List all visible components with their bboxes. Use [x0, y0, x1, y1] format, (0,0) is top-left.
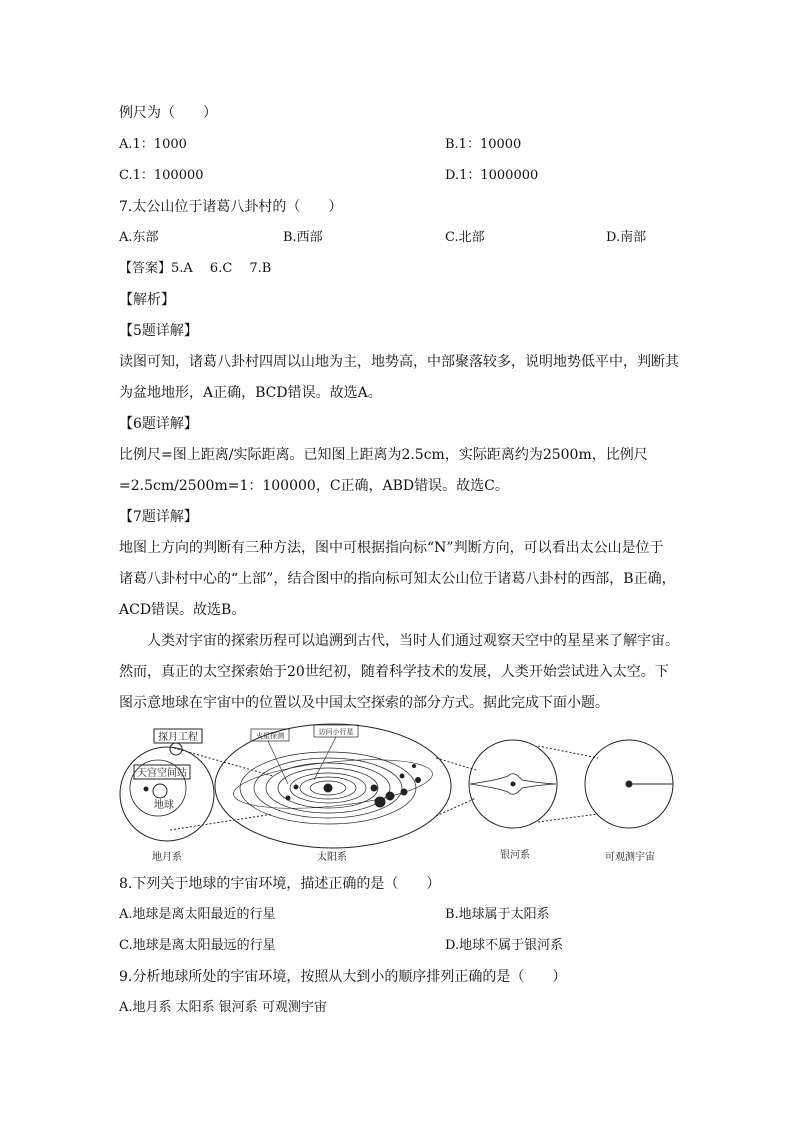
label-moon-project: 探月工程	[158, 732, 198, 743]
analysis-label: 【解析】	[119, 292, 175, 308]
q6-option-a: A.1：1000	[119, 137, 187, 152]
q8-stem: 8.下列关于地球的宇宙环境，描述正确的是（ ）	[119, 876, 441, 892]
sun	[324, 784, 332, 792]
label-mars-probe: 火星探测	[256, 732, 284, 740]
intro-line-1: 人类对宇宙的探索历程可以追溯到古代，当时人们通过观察天空中的星星来了解宇宙。	[119, 633, 679, 649]
q8-option-c: C.地球是离太阳最远的行星	[119, 938, 276, 953]
cosmic-environment-figure	[118, 718, 678, 866]
answer-line: 【答案】5.A 6.C 7.B	[119, 261, 272, 276]
q8-option-d: D.地球不属于银河系	[445, 938, 564, 953]
detail7-line-3: ACD错误。故选B。	[119, 602, 246, 618]
label-tiangong: 天宫空间站	[137, 768, 187, 779]
q6-option-c: C.1：100000	[119, 168, 204, 183]
q7-stem: 7.太公山位于诸葛八卦村的（ ）	[119, 199, 343, 215]
q6-option-d: D.1：1000000	[445, 168, 539, 183]
q8-option-b: B.地球属于太阳系	[445, 907, 550, 922]
intro-line-3: 图示意地球在宇宙中的位置以及中国太空探索的部分方式。据此完成下面小题。	[119, 695, 609, 711]
tiangong-dot	[144, 787, 148, 791]
q7-option-c: C.北部	[445, 230, 485, 245]
q9-option-a: A.地月系 太阳系 银河系 可观测宇宙	[119, 1000, 327, 1015]
detail6-title: 【6题详解】	[119, 416, 198, 432]
detail7-line-2: 诸葛八卦村中心的“上部”，结合图中的指向标可知太公山位于诸葛八卦村的西部，B正确，	[119, 571, 676, 587]
detail5-line-1: 读图可知，诸葛八卦村四周以山地为主，地势高，中部聚落较多，说明地势低平中，判断其	[119, 354, 679, 370]
q6-option-b: B.1：10000	[445, 137, 522, 152]
label-earth: 地球	[154, 800, 174, 811]
caption-solar-system: 太阳系	[317, 852, 347, 863]
detail7-title: 【7题详解】	[119, 509, 198, 525]
caption-observable-universe: 可观测宇宙	[605, 852, 655, 863]
detail7-line-1: 地图上方向的判断有三种方法，图中可根据指向标“N”判断方向，可以看出太公山是位于	[119, 540, 664, 556]
label-asteroid: 访问小行星	[318, 728, 354, 736]
earth-circle	[153, 784, 167, 798]
q8-option-a: A.地球是离太阳最近的行星	[119, 907, 276, 922]
q6-stem-tail: 例尺为（ ）	[119, 105, 217, 121]
caption-milky-way: 银河系	[500, 850, 530, 861]
detail6-line-2: =2.5cm/2500m=1：100000，C正确，ABD错误。故选C。	[119, 478, 509, 494]
q7-option-b: B.西部	[283, 230, 323, 245]
q9-stem: 9.分析地球所处的宇宙环境，按照从大到小的顺序排列正确的是（ ）	[119, 969, 567, 985]
detail5-line-2: 为盆地地形，A正确，BCD错误。故选A。	[119, 385, 382, 401]
q7-option-a: A.东部	[119, 230, 159, 245]
detail6-line-1: 比例尺=图上距离/实际距离。已知图上距离为2.5cm，实际距离约为2500m，比例尺	[119, 447, 648, 463]
intro-line-2: 然而，真正的太空探索始于20世纪初，随着科学技术的发展，人类开始尝试进入太空。下	[119, 664, 669, 680]
caption-earth-moon: 地月系	[152, 852, 182, 863]
q7-option-d: D.南部	[606, 230, 647, 245]
detail5-title: 【5题详解】	[119, 323, 198, 339]
